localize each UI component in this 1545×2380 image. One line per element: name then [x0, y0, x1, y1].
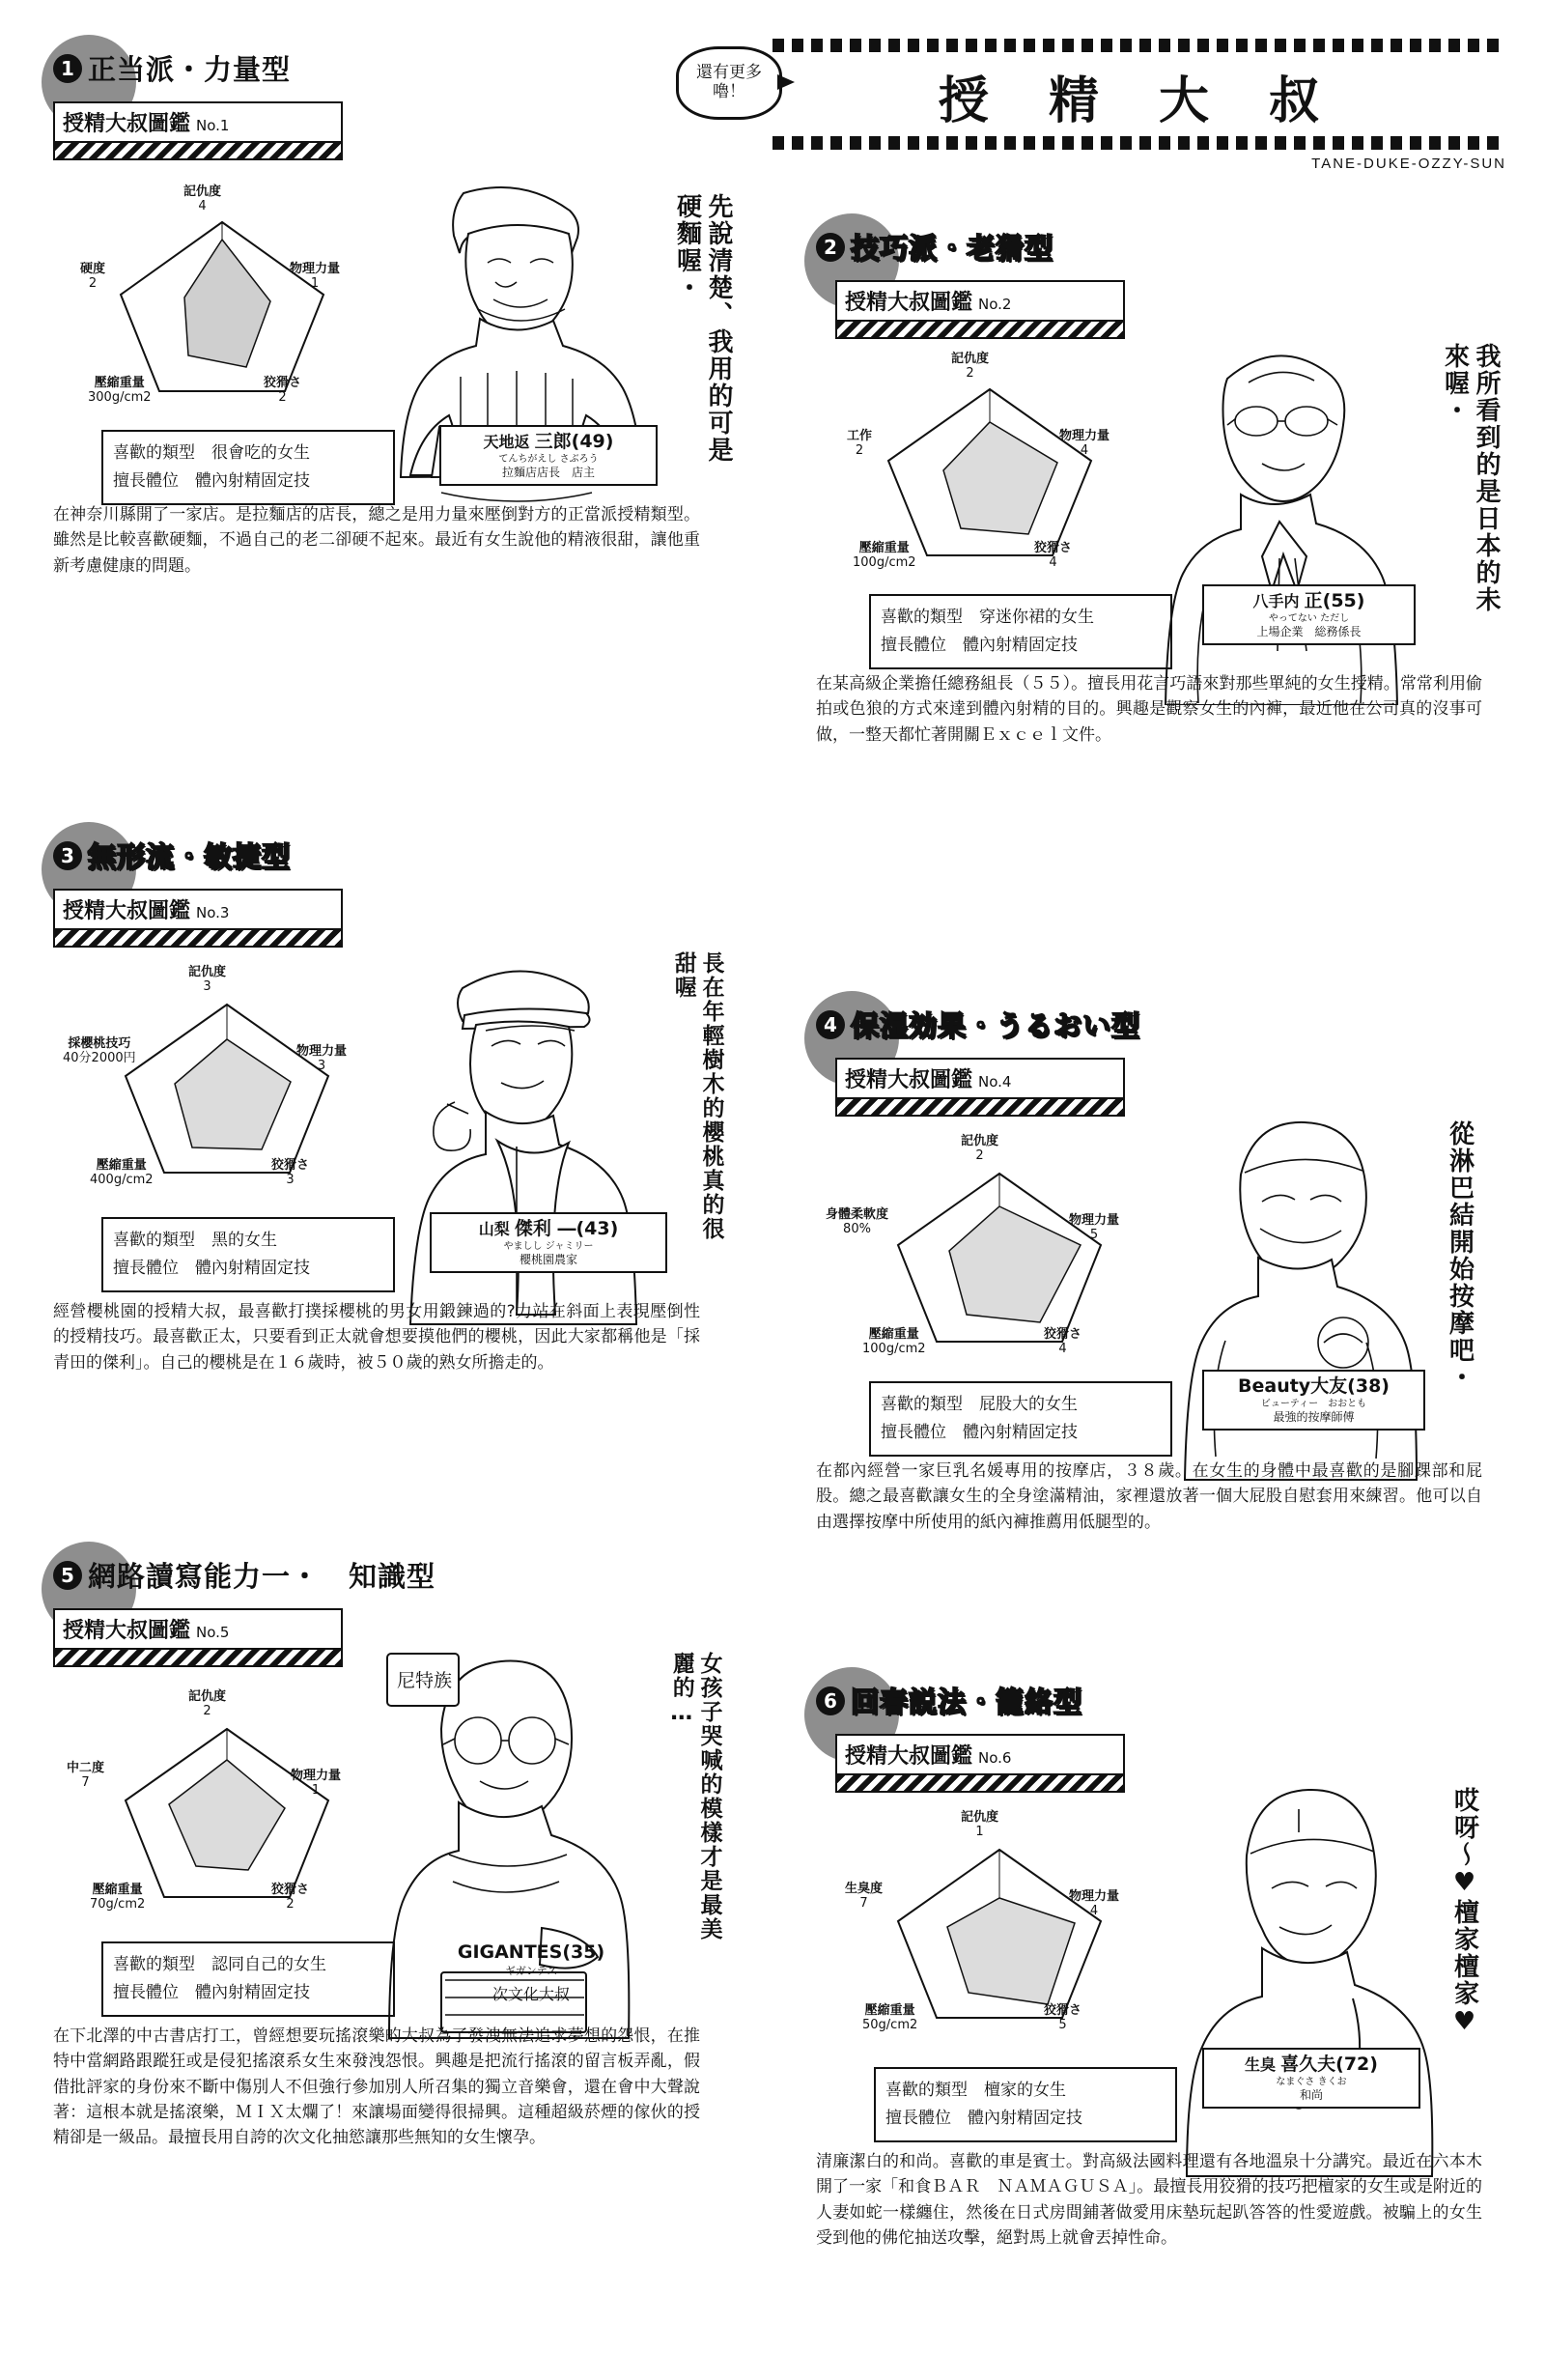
section-3-body: 經營櫻桃園的授精大叔，最喜歡打撲採櫻桃的男女用鍛鍊過的?力站在斜面上表現壓倒性的授精技巧。最喜歡正太，只要看到正太就會想要摸他們的櫻桃，因此大家都稱他是「採青田的傑利」。自己的櫻桃是在１６歲時，被５０歲的熟女所擔走的。: [53, 1302, 700, 1373]
label-number: No.1: [196, 117, 230, 134]
radar-axis-label: 物理力量 1: [291, 1769, 342, 1798]
section-2-radar: [847, 352, 1125, 580]
section-4: [816, 1005, 1492, 1532]
radar-axis-label: 狡猾さ 4: [1034, 541, 1073, 570]
radar-axis-label: 壓縮重量 70g/cm2: [90, 1883, 146, 1912]
section-2-body: 在某高級企業擔任總務組長（５５）。擅長用花言巧語來對那些單純的女生授精。常常利用偷拍或色狼的方式來達到體內射精的目的。興趣是觀察女生的內褲，最近他在公司真的沒事可做，一整天都忙著開關Ｅｘｃｅｌ文件。: [816, 674, 1482, 745]
section-title: 技巧派・老猾型: [851, 232, 1054, 265]
radar-axis-label: 壓縮重量 50g/cm2: [862, 2003, 918, 2032]
radar-axis-label: 物理力量 3: [296, 1044, 348, 1073]
radar-axis-label: 記仇度 2: [961, 1134, 999, 1163]
radar-axis-label: 物理力量 4: [1059, 429, 1110, 458]
section-1-label: [53, 101, 343, 160]
radar-axis-label: 壓縮重量 100g/cm2: [862, 1327, 926, 1356]
section-5-namebox: GIGANTES(35) ギガンテス 次文化大叔: [457, 1941, 605, 2003]
section-4-quote: 從淋巴結開始按摩吧・: [1445, 1120, 1475, 1391]
section-title: 網路讀寫能力一・ 知識型: [88, 1560, 436, 1593]
more-bubble-text: 還有更多嚕！: [696, 63, 762, 101]
title-romaji: TANE-DUKE-OZZY-SUN: [1311, 156, 1506, 172]
section-number: 6: [816, 1686, 845, 1715]
section-5: [53, 1555, 722, 2148]
radar-axis-label: 壓縮重量 300g/cm2: [88, 376, 152, 405]
section-3-radar: [63, 965, 362, 1198]
section-title: 正当派・力量型: [88, 53, 292, 86]
section-3-likes: 喜歡的類型 黑的女生 擅長體位 體內射精固定技: [101, 1217, 395, 1292]
radar-axis-label: 記仇度 3: [188, 965, 227, 994]
section-5-label: [53, 1608, 343, 1667]
section-6-label: [835, 1734, 1125, 1793]
section-1-body: 在神奈川縣開了一家店。是拉麵店的店長，總之是用力量來壓倒對方的正當派授精類型。雖然是比較喜歡硬麵，不過自己的老二卻硬不起來。最近有女生說他的精液很甜，讓他重新考慮健康的問題。: [53, 505, 700, 576]
character-illustration-2: [1135, 328, 1424, 705]
label-number: No.5: [196, 1624, 230, 1641]
radar-axis-label: 狡猾さ 2: [271, 1883, 310, 1912]
section-title: 保湿効果・うるおい型: [851, 1009, 1141, 1042]
section-4-heading: [816, 1005, 1492, 1044]
page-title: 授 精 大 叔: [938, 72, 1341, 130]
section-1-radar: [80, 184, 352, 415]
radar-axis-label: 生臭度 7: [845, 1882, 884, 1911]
jag-strip: [835, 1775, 1125, 1793]
section-1-likes: 喜歡的類型 很會吃的女生 擅長體位 體內射精固定技: [101, 430, 395, 505]
section-3-heading: [53, 836, 710, 875]
section-2-namebox: 八手内 正(55) やってない ただし 上場企業 総務係長: [1202, 584, 1416, 645]
radar-axis-label: 狡猾さ 4: [1044, 1327, 1082, 1356]
radar-axis-label: 壓縮重量 400g/cm2: [90, 1158, 154, 1187]
section-3-quote: 長在年輕樹木的櫻桃真的很甜喔: [670, 951, 724, 1241]
section-6-heading: [816, 1681, 1492, 1720]
banner-bottom-dots: [772, 136, 1506, 150]
section-5-radar: [67, 1689, 362, 1922]
section-1-quote: 先說清楚、我用的可是硬麵喔・: [672, 193, 733, 464]
section-2-likes: 喜歡的類型 穿迷你裙的女生 擅長體位 體內射精固定技: [869, 594, 1172, 669]
character-illustration-6: [1154, 1772, 1444, 2178]
section-6-radar: [845, 1810, 1135, 2043]
radar-axis-label: 記仇度 1: [961, 1810, 999, 1839]
section-6-body: 清廉潔白的和尚。喜歡的車是賓士。對高級法國料理還有各地溫泉十分講究。最近在六本木開了一家「和食ＢＡＲ ＮＡＭＡＧＵＳＡ」。最擅長用狡猾的技巧把檀家的女生或是附近的人妻如蛇一樣纏住，然後在日式房間鋪著做愛用床墊玩起趴答答的性愛遊戲。被騙上的女生受到他的佛佗抽送攻擊，絕對馬上就會丟掉性命。: [816, 2152, 1482, 2249]
section-4-namebox: Beauty大友(38) ビューティー おおとも 最強的按摩師傅: [1202, 1370, 1425, 1431]
radar-axis-label: 記仇度 2: [951, 352, 990, 381]
section-number: 4: [816, 1010, 845, 1039]
radar-axis-label: 記仇度 4: [183, 184, 222, 213]
radar-axis-label: 壓縮重量 100g/cm2: [853, 541, 916, 570]
radar-axis-label: 中二度 7: [67, 1761, 105, 1790]
radar-axis-label: 物理力量 5: [1069, 1213, 1120, 1242]
section-6: [816, 1681, 1492, 2249]
section-6-likes: 喜歡的類型 檀家的女生 擅長體位 體內射精固定技: [874, 2067, 1177, 2142]
section-2-label: [835, 280, 1125, 339]
section-5-heading: [53, 1555, 710, 1595]
section-2: [816, 227, 1501, 745]
label-text: 授精大叔圖鑑: [845, 291, 973, 315]
section-3-namebox: 山梨 傑利 ―(43) やましし ジャミリー 櫻桃園農家: [430, 1212, 667, 1273]
section-title: 無形流・敏捷型: [88, 840, 292, 873]
label-text: 授精大叔圖鑑: [63, 112, 191, 136]
jag-strip: [53, 1650, 343, 1667]
radar-axis-label: 硬度 2: [80, 262, 106, 291]
section-5-body: 在下北澤的中古書店打工，曾經想要玩搖滾樂的大叔為了發洩無法追求夢想的怨恨，在推特中當網路跟蹤狂或是侵犯搖滾系女生來發洩怨恨。興趣是把流行搖滾的留言板弄亂，假借批評家的身份來不斷中傷別人不但強行參加別人所召集的獨立音樂會，還在會中大聲說著：這根本就是搖滾樂，ＭＩＸ太爛了！來讓場面變得很掃興。這種超級菸煙的傢伙的授精卻是一級品。最擅長用自誇的次文化抽慾讓那些無知的女生懷孕。: [53, 2026, 700, 2148]
radar-axis-label: 狡猾さ 3: [271, 1158, 310, 1187]
section-2-heading: [816, 227, 1492, 267]
label-text: 授精大叔圖鑑: [845, 1744, 973, 1769]
radar-axis-label: 狡猾さ 2: [264, 376, 302, 405]
label-number: No.3: [196, 904, 230, 921]
radar-axis-label: 身體柔軟度 80%: [826, 1207, 889, 1236]
section-4-label: [835, 1058, 1125, 1117]
section-1-namebox: 天地返 三郎(49) てんちがえし さぶろう 拉麵店店長 店主: [439, 425, 658, 486]
jag-strip: [53, 930, 343, 948]
svg-text:尼特族: 尼特族: [397, 1670, 453, 1691]
label-number: No.6: [978, 1749, 1012, 1767]
label-text: 授精大叔圖鑑: [63, 899, 191, 923]
label-number: No.2: [978, 296, 1012, 313]
section-number: 3: [53, 841, 82, 870]
label-number: No.4: [978, 1073, 1012, 1091]
section-4-radar: [826, 1134, 1135, 1367]
jag-strip: [835, 322, 1125, 339]
radar-axis-label: 記仇度 2: [188, 1689, 227, 1718]
jag-strip: [53, 143, 343, 160]
section-3-label: [53, 889, 343, 948]
section-title: 回春説法・籠絡型: [851, 1686, 1083, 1718]
section-number: 5: [53, 1561, 82, 1590]
section-4-body: 在都內經營一家巨乳名媛專用的按摩店，３８歲。在女生的身體中最喜歡的是腳踝部和屁股。總之最喜歡讓女生的全身塗滿精油，家裡還放著一個大屁股自慰套用來練習。他可以自由選擇按摩中所使用的紙內褲推薦用低腿型的。: [816, 1461, 1482, 1532]
radar-axis-label: 採櫻桃技巧 40分2000円: [63, 1036, 136, 1065]
radar-axis-label: 物理力量 4: [1069, 1889, 1120, 1918]
section-6-quote: 哎呀～♥檀家檀家♥: [1449, 1787, 1479, 2038]
section-6-namebox: 生臭 喜久夫(72) なまぐさ きくお 和尚: [1202, 2048, 1420, 2109]
radar-axis-label: 物理力量 1: [290, 262, 341, 291]
section-5-quote: 女孩子哭喊的模樣才是最美麗的…: [668, 1652, 722, 1941]
radar-axis-label: 工作 2: [847, 429, 873, 458]
section-number: 2: [816, 233, 845, 262]
section-1-heading: [53, 48, 710, 88]
section-2-quote: 我所看到的是日本的未來喔・: [1440, 343, 1501, 613]
label-text: 授精大叔圖鑑: [845, 1068, 973, 1092]
radar-axis-label: 狡猾さ 5: [1044, 2003, 1082, 2032]
section-4-likes: 喜歡的類型 屁股大的女生 擅長體位 體內射精固定技: [869, 1381, 1172, 1457]
section-5-likes: 喜歡的類型 認同自己的女生 擅長體位 體內射精固定技: [101, 1941, 395, 2017]
banner-top-dots: [772, 39, 1506, 52]
label-text: 授精大叔圖鑑: [63, 1619, 191, 1643]
title-banner: [772, 39, 1506, 172]
section-3: [53, 836, 724, 1373]
jag-strip: [835, 1099, 1125, 1117]
section-number: 1: [53, 54, 82, 83]
